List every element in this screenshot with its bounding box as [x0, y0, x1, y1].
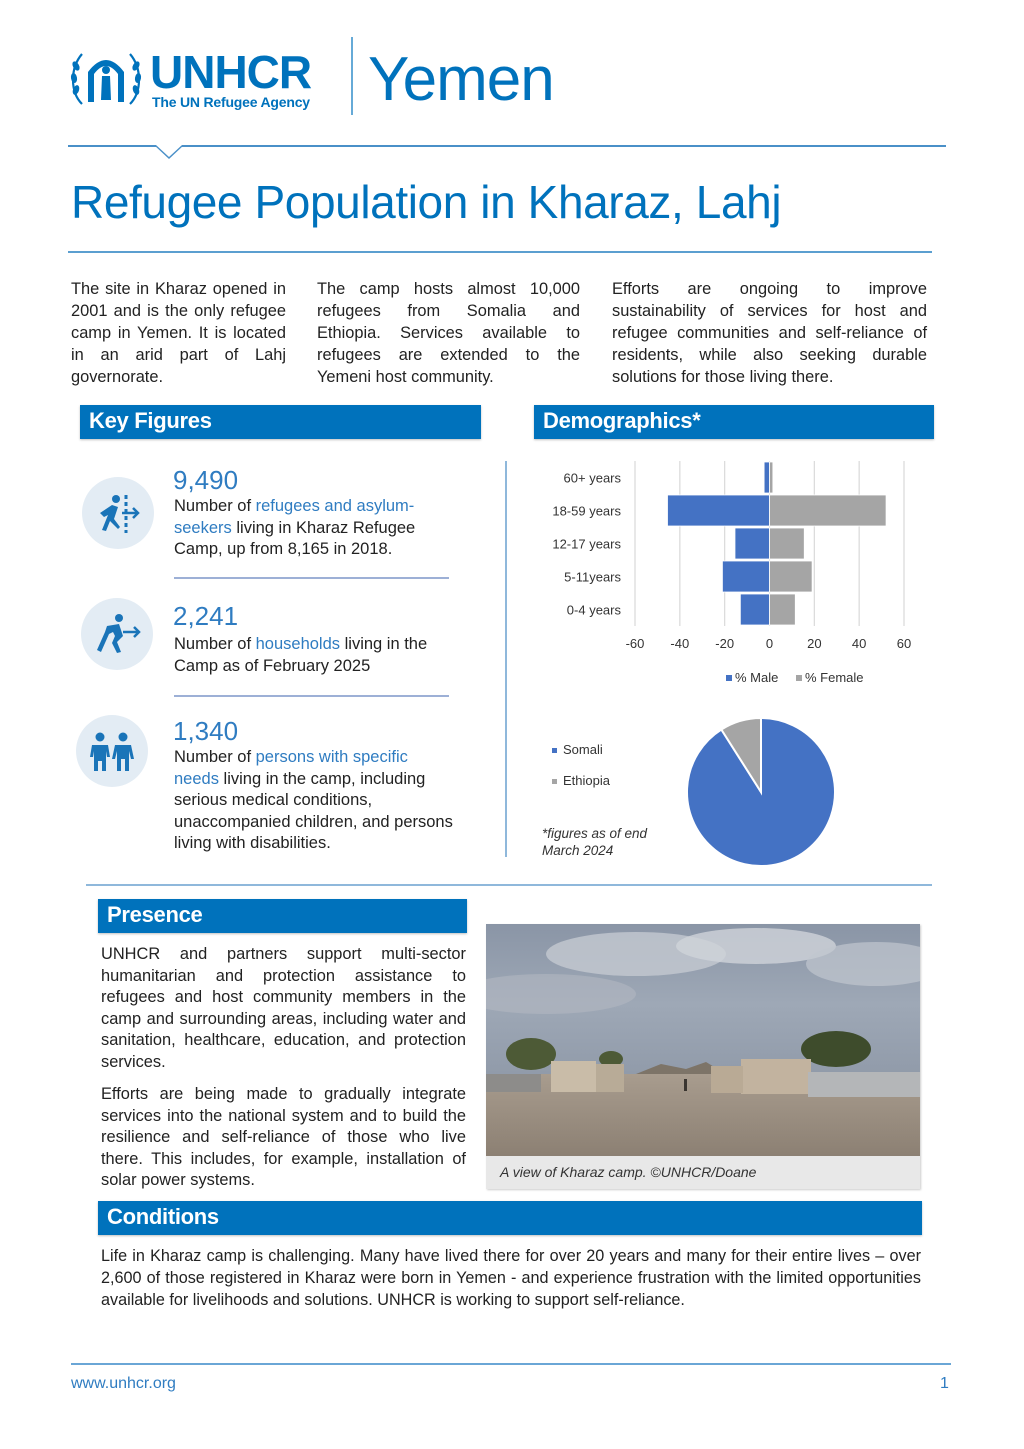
camp-photo-figure [486, 924, 920, 1189]
org-name: UNHCR [150, 46, 312, 98]
conditions-text: Life in Kharaz camp is challenging. Many have lived there for over 20 years and many for their entire lives – over 2,600 of those registered in Kharaz were born in Yemen - and experience frustration with the limited opportunities available for livelihoods and solutions. UNHCR is working to support self-reliance. [101, 1247, 921, 1309]
refugees-link[interactable]: refugees and asylum-seekers [174, 497, 415, 537]
legend-swatch [552, 779, 557, 784]
figure-specific-needs-value: 1,340 [173, 716, 239, 746]
y-category-label: 5-11years [564, 569, 621, 585]
male-bar [764, 462, 769, 493]
title-rule [68, 251, 932, 253]
x-tick-label: 0 [765, 636, 774, 651]
key-figures-heading: Key Figures [80, 405, 481, 439]
x-tick-label: 20 [807, 636, 822, 651]
persons-specific-needs-icon [76, 715, 148, 787]
y-category-label: 0-4 years [566, 602, 621, 618]
unhcr-emblem-icon [68, 46, 144, 112]
presence-paragraph-1: UNHCR and partners support multi-sector humanitarian and protection assistance to refugees and host community members in the camp and surrounding areas, including water and sanitation, healthcare, education, and protection services. [101, 945, 466, 1071]
logo-divider [351, 37, 353, 115]
intro-paragraph-3: Efforts are ongoing to improve sustainability of services for host and refugee communities and self-reliance of residents, while also seeking durable solutions for those living there. [612, 280, 927, 386]
figure-divider [174, 695, 449, 697]
male-bar [740, 594, 769, 625]
female-bar [770, 528, 805, 559]
population-pyramid-chart [530, 455, 930, 700]
figure-divider [174, 577, 449, 579]
footer-rule [71, 1363, 951, 1365]
figure-specific-needs-description: Number of persons with specific needs living in the camp, including serious medical conditions, unaccompanied children, and persons living with disabilities. [174, 748, 453, 852]
figure-refugees-description: Number of refugees and asylum-seekers living in Kharaz Refugee Camp, up from 8,165 in 2018. [174, 497, 416, 558]
legend-swatch [796, 675, 802, 681]
x-tick-label: 40 [851, 636, 867, 651]
column-divider [505, 461, 507, 857]
female-bar [770, 462, 773, 493]
households-link[interactable]: households [255, 635, 341, 653]
x-tick-label: -60 [625, 636, 645, 651]
page-number: 1 [940, 1375, 949, 1392]
x-tick-label: -20 [715, 636, 735, 651]
male-bar [668, 495, 770, 526]
figure-households-value: 2,241 [173, 601, 239, 631]
country-name: Yemen [368, 45, 554, 114]
conditions-heading: Conditions [98, 1201, 922, 1235]
legend-label: % Male [735, 670, 779, 685]
camp-photo [486, 924, 920, 1156]
footer-url-link[interactable]: www.unhcr.org [71, 1375, 176, 1392]
intro-paragraph-1: The site in Kharaz opened in 2001 and is the only refugee camp in Yemen. It is located in an arid part of Lahj governorate. [71, 280, 286, 386]
demographics-footnote: *figures as of end March 2024 [542, 826, 648, 858]
male-bar [735, 528, 770, 559]
person-moving-icon [81, 598, 153, 670]
y-category-label: 12-17 years [552, 536, 621, 552]
figure-households-description: Number of households living in the Camp as of February 2025 [174, 635, 428, 675]
x-tick-label: -40 [670, 636, 690, 651]
female-bar [770, 594, 796, 625]
intro-paragraph-2: The camp hosts almost 10,000 refugees from Somalia and Ethiopia. Services available to refugees are extended to the Yemeni host community. [317, 280, 580, 386]
photo-caption: A view of Kharaz camp. ©UNHCR/Doane [500, 1164, 757, 1180]
female-bar [770, 561, 813, 592]
legend-swatch [552, 748, 557, 753]
legend-swatch [726, 675, 732, 681]
figure-refugees-value: 9,490 [173, 465, 239, 495]
presence-heading: Presence [98, 899, 467, 933]
legend-label: % Female [805, 670, 864, 685]
demographics-heading: Demographics* [534, 405, 934, 439]
male-bar [722, 561, 769, 592]
section-divider [86, 884, 932, 886]
org-tagline: The UN Refugee Agency [152, 94, 310, 110]
legend-label: Ethiopia [563, 773, 610, 788]
y-category-label: 18-59 years [552, 503, 621, 519]
refugee-crossing-icon [82, 477, 154, 549]
female-bar [770, 495, 887, 526]
y-category-label: 60+ years [563, 470, 621, 486]
presence-paragraph-2: Efforts are being made to gradually integrate services into the national system and to build the resilience and self-reliance of those who live there. This includes, for example, installation of solar power systems. [101, 1085, 466, 1190]
page-title: Refugee Population in Kharaz, Lahj [71, 176, 782, 228]
legend-label: Somali [563, 742, 603, 757]
header-rule [68, 145, 946, 147]
x-tick-label: 60 [896, 636, 912, 651]
specific-needs-link[interactable]: persons with specific needs [174, 748, 408, 788]
